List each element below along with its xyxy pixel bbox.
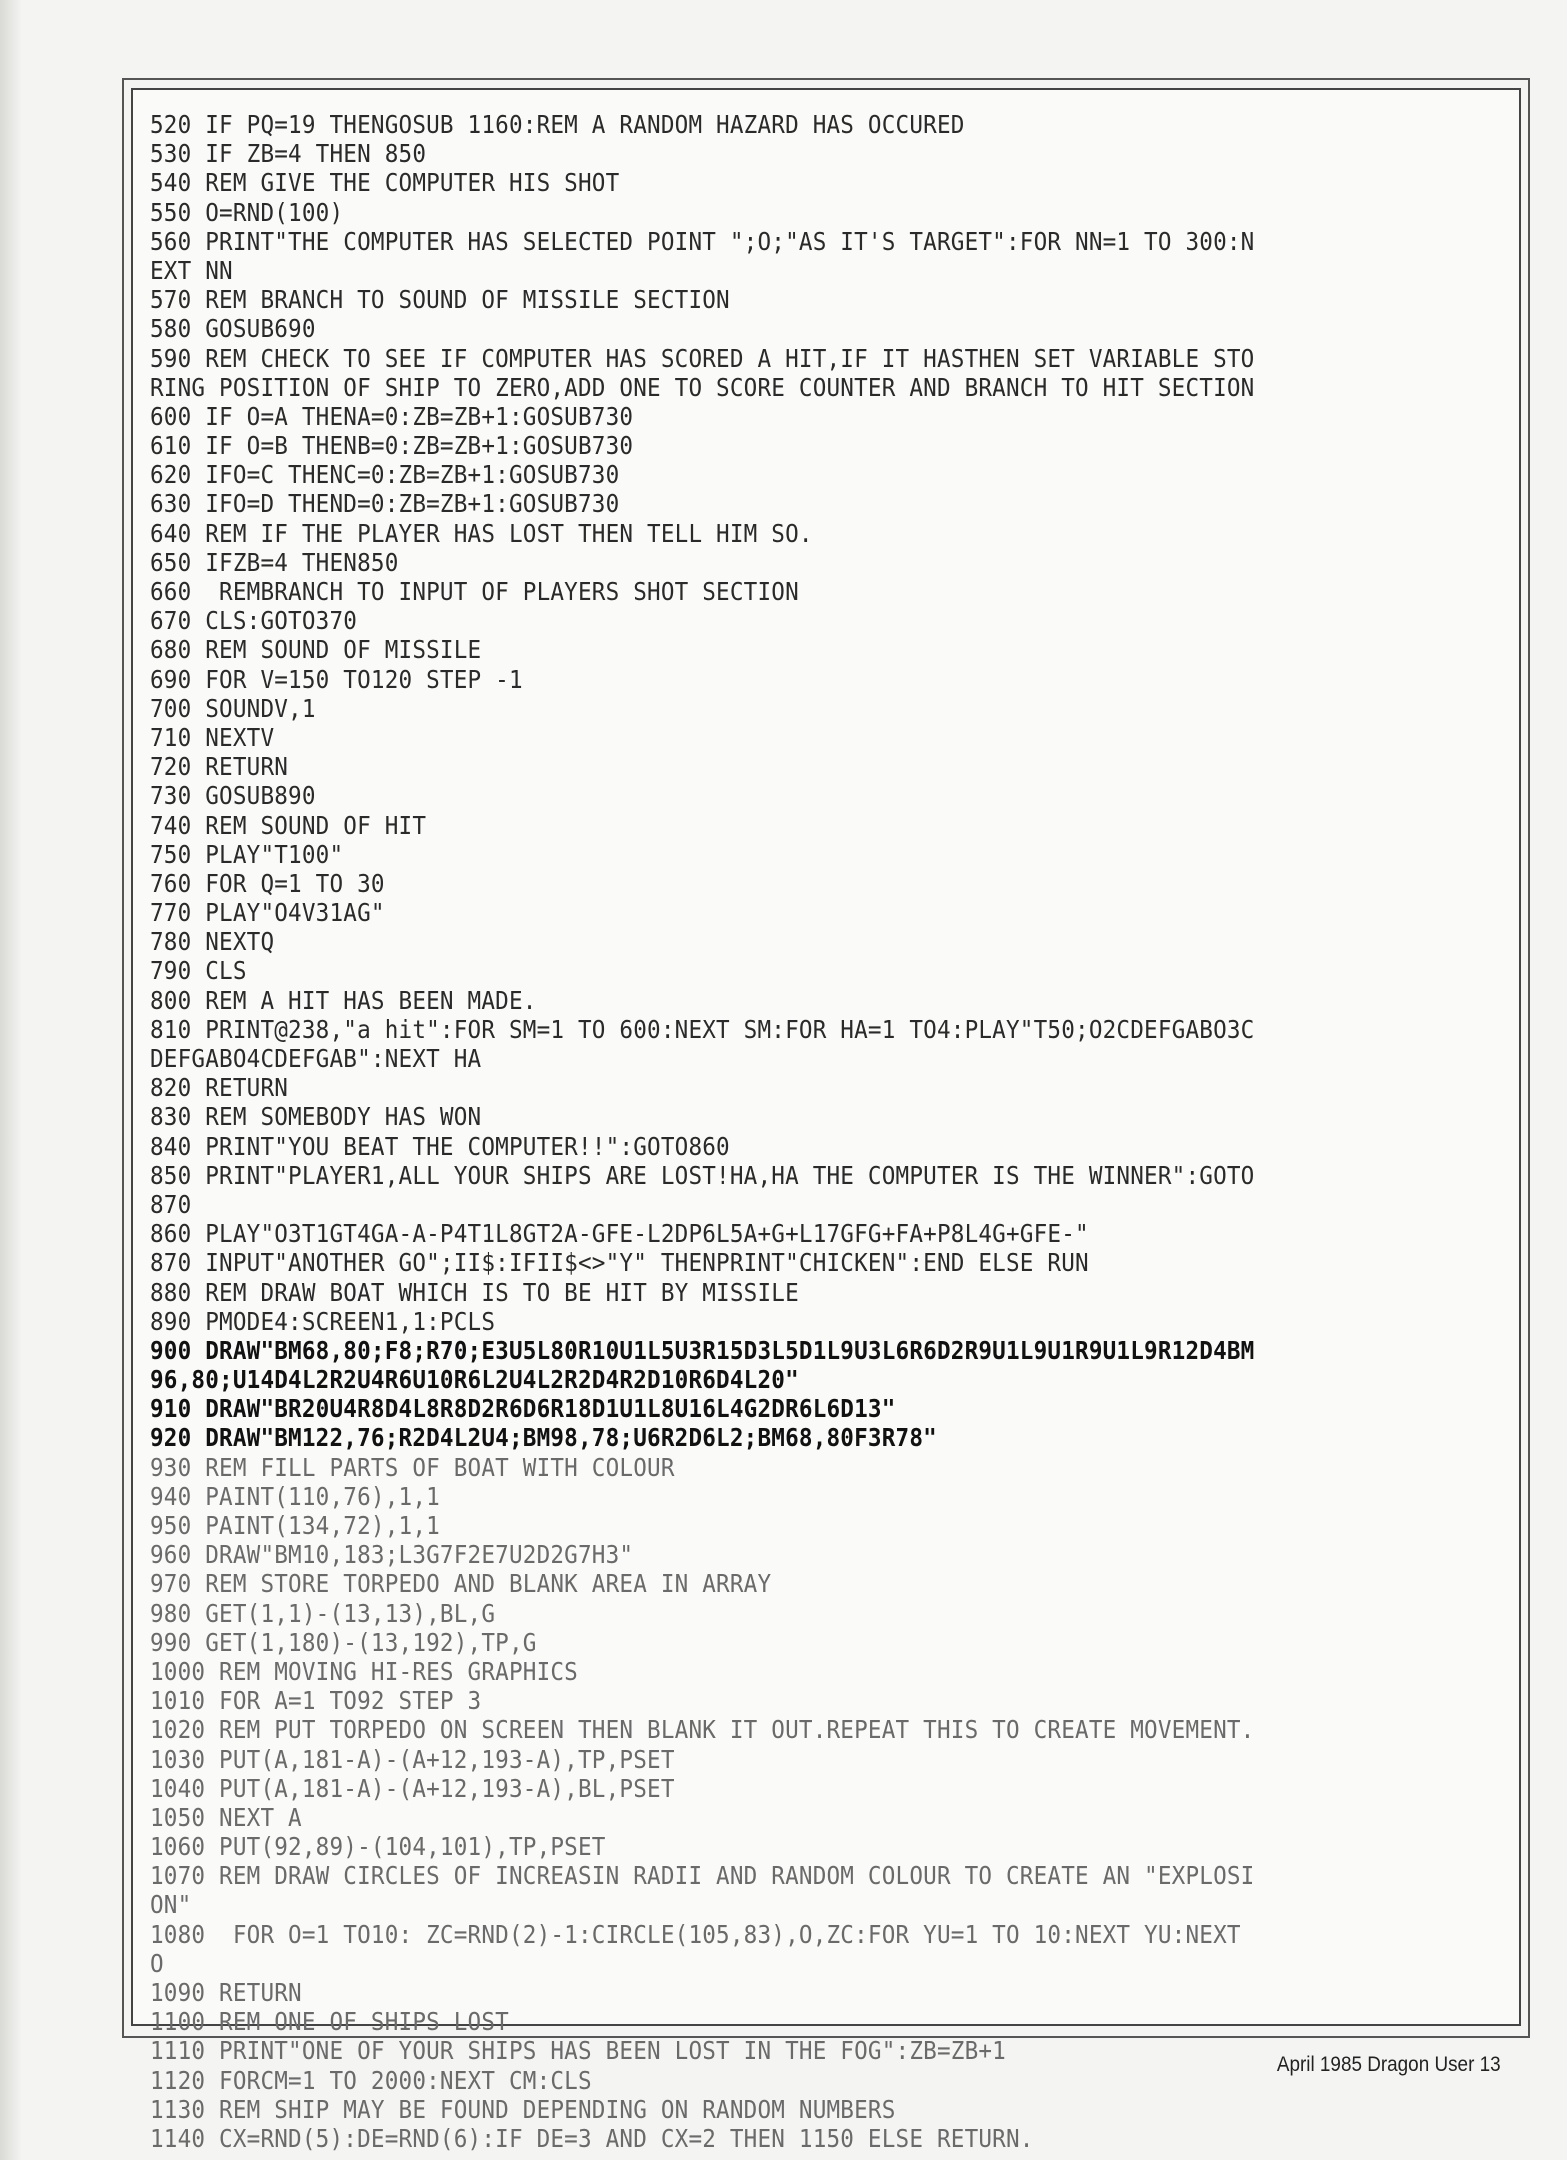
code-line: O (150, 1948, 164, 1978)
code-line: 750 PLAY"T100" (150, 839, 344, 869)
code-line: 570 REM BRANCH TO SOUND OF MISSILE SECTION (150, 285, 730, 315)
code-line: 1060 PUT(92,89)-(104,101),TP,PSET (150, 1832, 606, 1862)
code-line: 1130 REM SHIP MAY BE FOUND DEPENDING ON RANDOM NUMBERS (150, 2094, 896, 2124)
code-line: 790 CLS (150, 956, 247, 986)
code-line: 1120 FORCM=1 TO 2000:NEXT CM:CLS (150, 2065, 592, 2095)
code-line: 870 INPUT"ANOTHER GO";II$:IFII$<>"Y" THENPRINT"CHICKEN":END ELSE RUN (150, 1248, 1089, 1278)
code-line: 840 PRINT"YOU BEAT THE COMPUTER!!":GOTO860 (150, 1131, 730, 1161)
code-line: 810 PRINT@238,"a hit":FOR SM=1 TO 600:NEXT SM:FOR HA=1 TO4:PLAY"T50;O2CDEFGABO3C (150, 1014, 1255, 1044)
code-line: 690 FOR V=150 TO120 STEP -1 (150, 664, 523, 694)
code-line: 650 IFZB=4 THEN850 (150, 547, 399, 577)
code-line: 1000 REM MOVING HI-RES GRAPHICS (150, 1656, 579, 1686)
code-line: 960 DRAW"BM10,183;L3G7F2E7U2D2G7H3" (150, 1540, 634, 1570)
code-line: 1050 NEXT A (150, 1802, 302, 1832)
code-line: 800 REM A HIT HAS BEEN MADE. (150, 985, 537, 1015)
code-line: 720 RETURN (150, 752, 289, 782)
code-line: 1070 REM DRAW CIRCLES OF INCREASIN RADII AND RANDOM COLOUR TO CREATE AN "EXPLOSI (150, 1861, 1255, 1891)
code-line: 740 REM SOUND OF HIT (150, 810, 427, 840)
code-line: 580 GOSUB690 (150, 314, 316, 344)
code-line: 890 PMODE4:SCREEN1,1:PCLS (150, 1306, 496, 1336)
code-line: 770 PLAY"O4V31AG" (150, 898, 385, 928)
code-line: ON" (150, 1890, 192, 1920)
code-line: 780 NEXTQ (150, 927, 275, 957)
page-footer: April 1985 Dragon User 13 (1277, 2053, 1501, 2076)
code-line: 590 REM CHECK TO SEE IF COMPUTER HAS SCORED A HIT,IF IT HASTHEN SET VARIABLE STO (150, 343, 1255, 373)
code-line: 1020 REM PUT TORPEDO ON SCREEN THEN BLANK IT OUT.REPEAT THIS TO CREATE MOVEMENT. (150, 1715, 1255, 1745)
code-line: 970 REM STORE TORPEDO AND BLANK AREA IN ARRAY (150, 1569, 772, 1599)
code-line: 520 IF PQ=19 THENGOSUB 1160:REM A RANDOM HAZARD HAS OCCURED (150, 110, 965, 139)
code-line: 820 RETURN (150, 1073, 289, 1103)
code-line: 630 IFO=D THEND=0:ZB=ZB+1:GOSUB730 (150, 489, 620, 519)
code-line: DEFGABO4CDEFGAB":NEXT HA (150, 1044, 482, 1073)
code-line: 980 GET(1,1)-(13,13),BL,G (150, 1598, 496, 1628)
code-line: EXT NN (150, 255, 233, 285)
code-line: 660 REMBRANCH TO INPUT OF PLAYERS SHOT SECTION (150, 577, 799, 606)
code-line: 860 PLAY"O3T1GT4GA-A-P4T1L8GT2A-GFE-L2DP6L5A+G+L17GFG+FA+P8L4G+GFE-" (150, 1219, 1089, 1249)
code-line: 990 GET(1,180)-(13,192),TP,G (150, 1627, 537, 1657)
code-line: 1110 PRINT"ONE OF YOUR SHIPS HAS BEEN LOST IN THE FOG":ZB=ZB+1 (150, 2036, 1006, 2066)
code-line: 910 DRAW"BR20U4R8D4L8R8D2R6D6R18D1U1L8U16L4G2DR6L6D13" (150, 1394, 896, 1424)
code-line: 870 (150, 1189, 192, 1219)
code-line: 930 REM FILL PARTS OF BOAT WITH COLOUR (150, 1452, 675, 1482)
code-line: 920 DRAW"BM122,76;R2D4L2U4;BM98,78;U6R2D6L2;BM68,80F3R78" (150, 1423, 937, 1453)
page-gutter-shadow (0, 0, 22, 2160)
code-line: 530 IF ZB=4 THEN 850 (150, 139, 427, 169)
code-line: 830 REM SOMEBODY HAS WON (150, 1102, 482, 1132)
code-line: 540 REM GIVE THE COMPUTER HIS SHOT (150, 168, 620, 198)
code-line: RING POSITION OF SHIP TO ZERO,ADD ONE TO SCORE COUNTER AND BRANCH TO HIT SECTION (150, 372, 1255, 402)
code-line: 96,80;U14D4L2R2U4R6U10R6L2U4L2R2D4R2D10R6D4L20" (150, 1365, 799, 1395)
code-line: 560 PRINT"THE COMPUTER HAS SELECTED POINT ";O;"AS IT'S TARGET":FOR NN=1 TO 300:N (150, 226, 1255, 256)
code-line: 730 GOSUB890 (150, 781, 316, 811)
code-line: 1010 FOR A=1 TO92 STEP 3 (150, 1686, 482, 1716)
code-line: 640 REM IF THE PLAYER HAS LOST THEN TELL HIM SO. (150, 518, 813, 548)
code-line: 670 CLS:GOTO370 (150, 606, 358, 636)
code-line: 900 DRAW"BM68,80;F8;R70;E3U5L80R10U1L5U3R15D3L5D1L9U3L6R6D2R9U1L9U1R9U1L9R12D4BM (150, 1335, 1255, 1365)
code-line: 850 PRINT"PLAYER1,ALL YOUR SHIPS ARE LOST!HA,HA THE COMPUTER IS THE WINNER":GOTO (150, 1160, 1255, 1190)
code-line: 880 REM DRAW BOAT WHICH IS TO BE HIT BY MISSILE (150, 1277, 799, 1307)
code-line: 760 FOR Q=1 TO 30 (150, 868, 385, 898)
code-line: 1030 PUT(A,181-A)-(A+12,193-A),TP,PSET (150, 1744, 675, 1774)
code-line: 710 NEXTV (150, 722, 275, 752)
code-line: 1080 FOR O=1 TO10: ZC=RND(2)-1:CIRCLE(105,83),O,ZC:FOR YU=1 TO 10:NEXT YU:NEXT (150, 1919, 1241, 1949)
code-line: 940 PAINT(110,76),1,1 (150, 1481, 440, 1511)
code-line: 600 IF O=A THENA=0:ZB=ZB+1:GOSUB730 (150, 401, 634, 431)
basic-program-listing (150, 110, 1520, 2153)
code-line: 680 REM SOUND OF MISSILE (150, 635, 482, 665)
code-line: 950 PAINT(134,72),1,1 (150, 1511, 440, 1540)
code-line: 700 SOUNDV,1 (150, 693, 316, 723)
code-line: 610 IF O=B THENB=0:ZB=ZB+1:GOSUB730 (150, 431, 634, 461)
code-line: 550 O=RND(100) (150, 197, 344, 227)
code-line: 1090 RETURN (150, 1978, 302, 2007)
code-line: 620 IFO=C THENC=0:ZB=ZB+1:GOSUB730 (150, 460, 620, 490)
code-line: 1040 PUT(A,181-A)-(A+12,193-A),BL,PSET (150, 1773, 675, 1803)
code-line: 1100 REM ONE OF SHIPS LOST (150, 2007, 509, 2037)
code-line: 1140 CX=RND(5):DE=RND(6):IF DE=3 AND CX=2 THEN 1150 ELSE RETURN. (150, 2123, 1034, 2153)
